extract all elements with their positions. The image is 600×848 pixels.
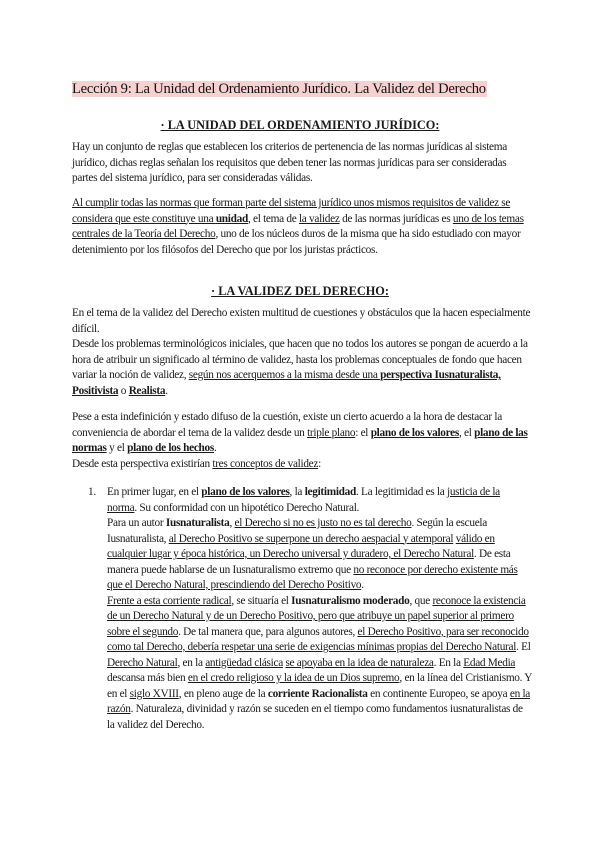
lb6: al Derecho Positivo se superpone un derecho aespacial y atemporal	[168, 532, 454, 545]
paragraph-unidad	[72, 196, 532, 258]
lc14: . En la	[433, 656, 464, 669]
la3: , la	[289, 486, 305, 498]
lb2: Iusnaturalista	[165, 517, 230, 529]
lb1: Para un autor	[107, 517, 166, 529]
lc19: siglo XVIII	[129, 687, 179, 700]
la6: justicia de la norma	[107, 486, 500, 514]
lc8: . El	[516, 641, 531, 653]
lc3: Iusnaturalismo moderado	[291, 594, 410, 607]
lb8: válido en cualquier lugar y época histórica, un Derecho universal y duradero, el Derecho Natural	[107, 532, 495, 560]
lesson-title	[72, 79, 542, 99]
lc2: , se situaría el	[231, 594, 292, 607]
validity-list	[72, 485, 532, 733]
paragraph-triple-plano	[72, 410, 532, 472]
lb3: ,	[229, 517, 235, 529]
la1: En primer lugar, en el	[107, 486, 202, 498]
lc9: Derecho Natural	[107, 656, 178, 669]
list-block-a	[107, 485, 532, 516]
s2-p2-t12: :	[318, 457, 321, 470]
lb4: el Derecho si no es justo no es tal derecho	[234, 517, 412, 529]
lc17: en el credo religioso y la idea de un Dios supremo	[187, 672, 400, 684]
lc23: en la razón	[107, 687, 530, 715]
s2-p2-t7: y el	[106, 442, 128, 454]
lc1: Frente a esta corriente radical	[107, 594, 232, 607]
lc24: . Naturaleza, divinidad y razón se suceden en el tiempo como fundamentos iusnaturalistas de la validez del Derecho.	[107, 703, 523, 731]
lc22: en continente Europeo, se apoya	[367, 687, 510, 700]
la5: . La legitimidad es la	[356, 486, 447, 498]
list-number: 1.	[88, 486, 96, 498]
s2-p1-b	[72, 337, 532, 399]
list-block-c	[107, 594, 532, 734]
section-heading-validez-text: · LA VALIDEZ DEL DERECHO:	[211, 284, 389, 298]
s2-p1-b5: Realista	[128, 384, 166, 397]
s2-p2-main	[72, 410, 532, 457]
p2-t7: , uno de los núcleos duros de la misma que ha sido estudiado con mayor detenimiento por los filósofos del Derecho que por los juristas prácticos.	[72, 228, 521, 256]
lc11: antigüedad clásica	[205, 656, 283, 669]
s2-p2-t5: , el	[458, 426, 475, 439]
s2-p2-t4: plano de los valores	[370, 426, 459, 439]
s2-p2-t10: Desde esta perspectiva existirían	[72, 457, 213, 470]
la7: . Su conformidad con un hipotético Derecho Natural.	[134, 501, 360, 514]
paragraph-obstaculos	[72, 306, 532, 399]
p2-t5: de las normas jurídicas es	[339, 212, 453, 225]
list-block-b	[107, 516, 532, 594]
s2-p2-t6: plano de las normas	[72, 426, 528, 454]
lc4: , que	[409, 594, 433, 607]
s2-p1-b1: Desde los problemas terminológicos iniciales, que hacen que no todos los autores se pongan de acuerdo a la hora de atribuir un significado al término de validez, hasta los problemas conceptuales de fondo que hacen variar la noción de validez,	[72, 338, 528, 381]
s2-p1-b6: .	[165, 384, 168, 397]
p2-t1: Al cumplir todas las normas que forman parte del sistema jurídico unos mismos requisitos de validez se considera que este constituye una	[72, 197, 511, 225]
lc10: , en la	[177, 656, 206, 669]
paragraph-reglas: Hay un conjunto de reglas que establecen los criterios de pertenencia de las normas jurídicas al sistema jurídico, dichas reglas señalan los requisitos que deben tener las normas jurídicas para ser consideradas partes del sistema jurídico, para ser consideradas válidas.	[72, 141, 507, 184]
la2: plano de los valores	[201, 486, 290, 498]
s2-p2-t8: plano de los hechos	[127, 442, 214, 454]
list-item	[72, 485, 532, 733]
lb10: no reconoce por derecho existente más que el Derecho Natural, prescindiendo del Derecho Positivo	[107, 563, 518, 591]
section-heading-unidad	[0, 117, 600, 133]
s2-p1-b2: según nos acerquemos a la misma desde una	[188, 369, 381, 381]
lc21: corriente Racionalista	[267, 687, 368, 700]
s2-p2-t2: triple plano	[307, 426, 356, 439]
s2-p2-t3: : el	[355, 426, 371, 439]
s2-p2-tres	[72, 457, 532, 473]
lc16: descansa más bien	[107, 672, 188, 684]
lb5: . Según la escuela Iusnaturalista,	[107, 517, 487, 545]
lb9: . De esta manera puede hablarse de un Iusnaturalismo extremo que	[107, 548, 511, 576]
section-heading-validez	[0, 283, 600, 299]
s2-p1-b4: o	[118, 384, 129, 397]
la4: legitimidad	[304, 486, 356, 498]
p2-t6: uno de los temas centrales de la Teoría del Derecho	[72, 212, 524, 240]
lc15: Edad Media	[463, 656, 516, 669]
s2-p1-b3: perspectiva Iusnaturalista, Positivista	[72, 369, 501, 397]
section-heading-unidad-text: · LA UNIDAD DEL ORDENAMIENTO JURÍDICO:	[160, 118, 440, 132]
lc5: reconoce la existencia de un Derecho Natural y de un Derecho Positivo, pero que atribuye un papel superior al primero sobre el segundo	[107, 594, 526, 638]
s2-p2-t11: tres conceptos de validez	[212, 457, 319, 470]
lesson-title-text: Lección 9: La Unidad del Ordenamiento Jurídico. La Validez del Derecho	[72, 81, 486, 97]
lc20: , en pleno auge de la	[178, 687, 268, 700]
lc18: , en la línea del Cristianismo. Y en el	[107, 672, 532, 700]
lc13: se apoyaba en la idea de naturaleza	[285, 656, 434, 669]
p2-t2: unidad	[215, 212, 248, 225]
lb11: .	[361, 579, 364, 591]
s2-p2-t9: .	[214, 442, 217, 454]
p2-t4: la validez	[298, 212, 340, 225]
s2-p2-t1: Pese a esta indefinición y estado difuso de la cuestión, existe un cierto acuerdo a la hora de destacar la conveniencia de abordar el tema de la validez desde un	[72, 411, 502, 439]
lc6: . De tal manera que, para algunos autores,	[178, 625, 358, 638]
s2-p1-a: En el tema de la validez del Derecho existen multitud de cuestiones y obstáculos que la hacen especialmente difícil.	[72, 307, 531, 335]
p2-t3: , el tema de	[247, 212, 299, 225]
lc7: el Derecho Positivo, para ser reconocido como tal Derecho, debería respetar una serie de exigencias mínimas propias del Derecho Natural	[107, 625, 529, 653]
